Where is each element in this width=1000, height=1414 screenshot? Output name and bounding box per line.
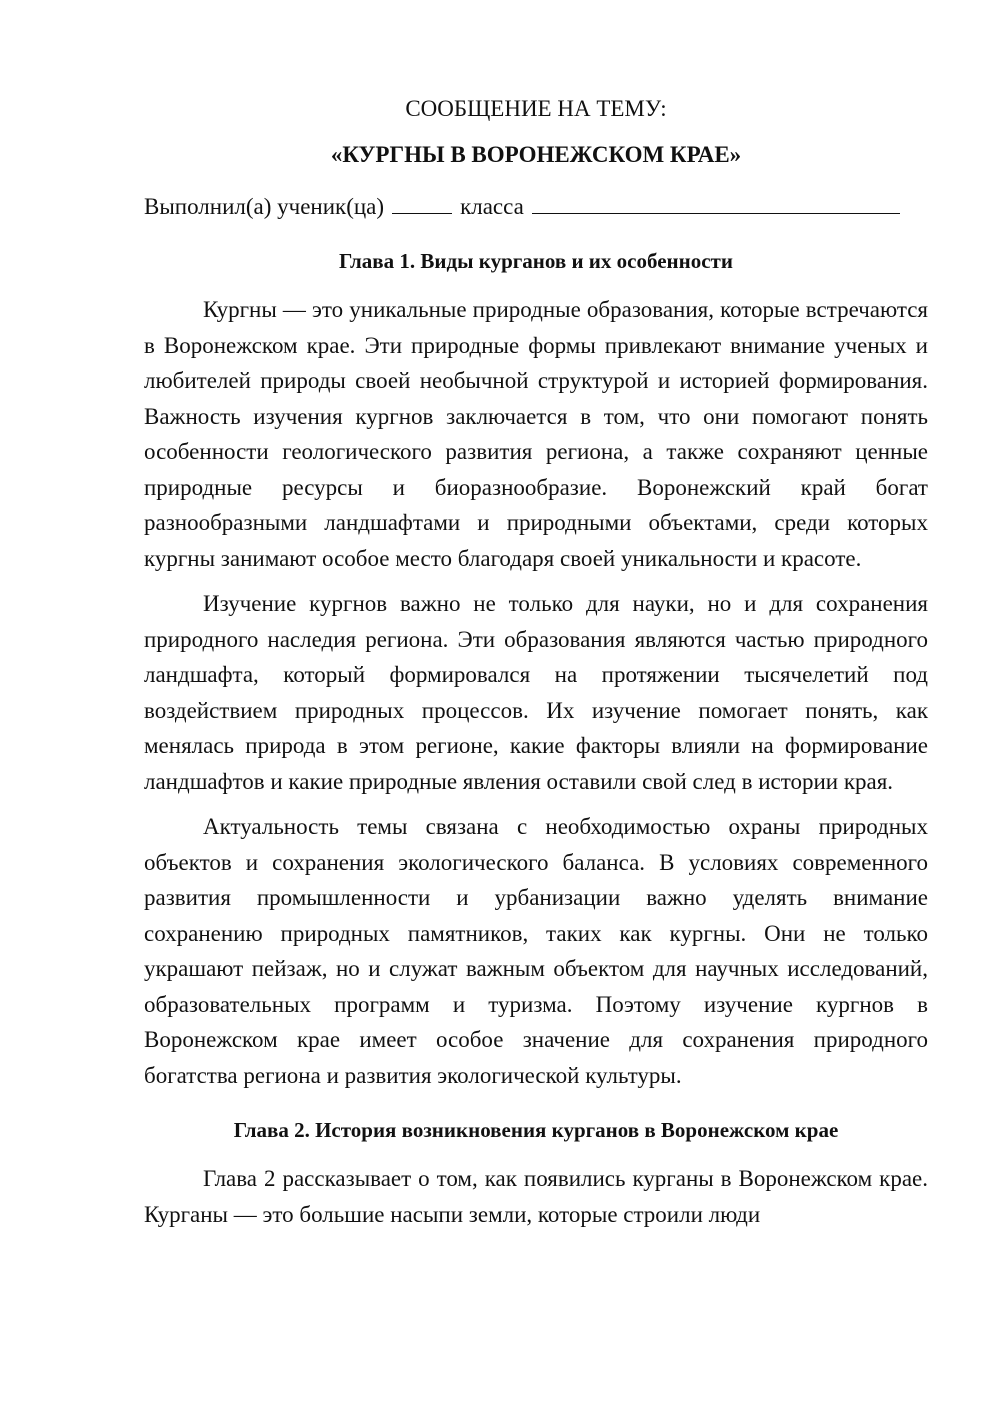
chapter-1-heading: Глава 1. Виды курганов и их особенности — [339, 249, 733, 273]
author-label: Выполнил(а) ученик(ца) — [144, 194, 385, 219]
chapter-1-paragraph: Изучение кургнов важно не только для науки, но и для сохранения природного наследия региона. Эти образования являются частью природного ландшафта, который формировался на протяжении тысячелетий под воздействием природных процессов. Их изучение помогает понять, как менялась природа в этом регионе, какие факторы влияли на формирование ландшафтов и какие природные явления оставили свой след в истории края. — [144, 591, 928, 794]
chapter-2-paragraph: Глава 2 рассказывает о том, как появились курганы в Воронежском крае. Курганы — это большие насыпи земли, которые строили люди — [144, 1166, 928, 1227]
document-title-line-2: «КУРГНЫ В ВОРОНЕЖСКОМ КРАЕ» — [330, 142, 742, 167]
author-line — [144, 190, 928, 224]
chapter-1-paragraph: Кургны — это уникальные природные образования, которые встречаются в Воронежском крае. Эти природные формы привлекают внимание ученых и любителей природы своей необычной структурой и историей формирования. Важность изучения кургнов заключается в том, что они помогают понять особенности геологического развития региона, а также сохраняют ценные природные ресурсы и биоразнообразие. Воронежский край богат разнообразными ландшафтами и природными объектами, среди которых кургны занимают особое место благодаря своей уникальности и красоте. — [144, 297, 928, 571]
name-blank — [532, 193, 900, 214]
chapter-2-heading: Глава 2. История возникновения курганов в Воронежском крае — [233, 1118, 839, 1142]
grade-blank — [392, 193, 452, 214]
class-label: класса — [460, 194, 524, 219]
document-page — [144, 92, 928, 1232]
document-title-line-1: СООБЩЕНИЕ НА ТЕМУ: — [405, 96, 667, 121]
chapter-1-paragraph: Актуальность темы связана с необходимостью охраны природных объектов и сохранения экологического баланса. В условиях современного развития промышленности и урбанизации важно уделять внимание сохранению природных памятников, таких как кургны. Они не только украшают пейзаж, но и служат важным объектом для научных исследований, образовательных программ и туризма. Поэтому изучение кургнов в Воронежском крае имеет особое значение для сохранения природного богатства региона и развития экологической культуры. — [144, 814, 928, 1088]
